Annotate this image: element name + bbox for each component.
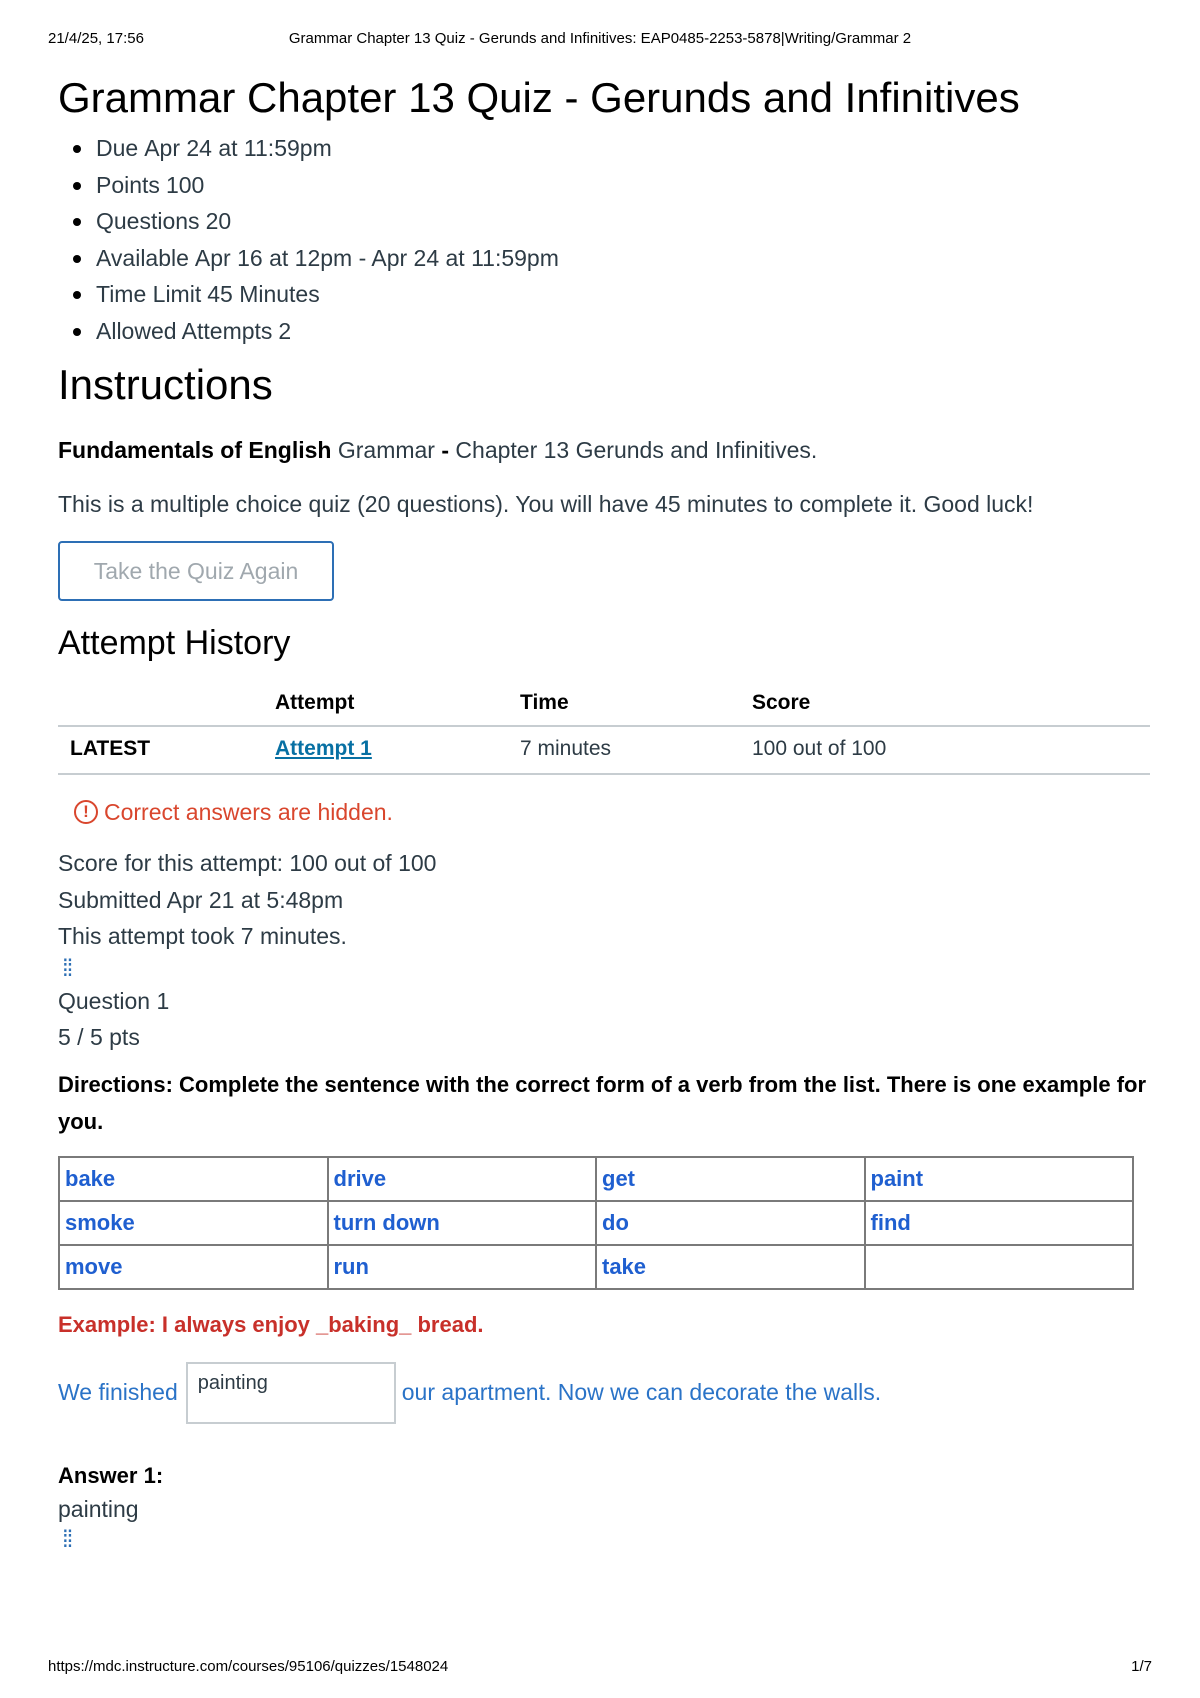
attempt-score: Score for this attempt: 100 out of 100: [58, 850, 437, 876]
exclamation-circle-icon: !: [74, 800, 98, 824]
instructions-heading: Instructions: [58, 361, 273, 408]
detail-value: 45 Minutes: [207, 281, 320, 307]
answer-value: painting: [58, 1495, 139, 1522]
verb-cell: paint: [865, 1157, 1134, 1201]
quiz-details-list: [70, 130, 1148, 349]
detail-allowed-attempts: [70, 313, 1148, 350]
latest-label: LATEST: [58, 726, 263, 774]
table-row: [58, 726, 1150, 774]
time-cell: 7 minutes: [508, 726, 740, 774]
attempt-cell: [263, 726, 508, 774]
col-header-blank: [58, 687, 263, 726]
verb-cell: find: [865, 1201, 1134, 1245]
take-quiz-again-button[interactable]: Take the Quiz Again: [58, 541, 334, 601]
print-footer: [48, 1658, 1152, 1678]
print-page-title: Grammar Chapter 13 Quiz - Gerunds and Infinitives: EAP0485-2253-5878|Writing/Grammar 2: [288, 30, 912, 47]
instructions-description: This is a multiple choice quiz (20 questions). You will have 45 minutes to complete it. Good luck!: [58, 491, 1034, 517]
attempt-history-heading: Attempt History: [58, 624, 291, 662]
detail-points: [70, 167, 1148, 204]
chapter-text: Chapter 13 Gerunds and Infinitives.: [449, 437, 818, 463]
detail-key: Time Limit: [96, 281, 202, 307]
course-name-plain: Grammar: [331, 437, 442, 463]
verb-list-table: [58, 1156, 1134, 1290]
score-cell: 100 out of 100: [740, 726, 1150, 774]
print-page-number: 1/7: [1131, 1658, 1152, 1675]
detail-key: Available: [96, 244, 189, 271]
question-directions: Directions: Complete the sentence with the correct form of a verb from the list. There is one example for you.: [58, 1071, 1147, 1134]
detail-due: [70, 130, 1148, 167]
sentence-before: We finished: [58, 1379, 178, 1405]
table-row: [59, 1201, 1133, 1245]
col-header-time: Time: [508, 687, 740, 726]
table-row: [59, 1157, 1133, 1201]
course-name-bold: Fundamentals of English: [58, 437, 332, 463]
sentence-after: our apartment. Now we can decorate the walls.: [401, 1379, 882, 1405]
detail-questions: [70, 203, 1148, 240]
print-header: [48, 30, 1152, 50]
verb-cell: smoke: [59, 1201, 328, 1245]
col-header-score: Score: [740, 687, 1150, 726]
detail-key: Due: [96, 135, 139, 161]
verb-cell: bake: [59, 1157, 328, 1201]
dash-bold: -: [441, 437, 450, 463]
print-datetime: 21/4/25, 17:56: [48, 30, 144, 47]
verb-cell: drive: [328, 1157, 597, 1201]
verb-cell: move: [59, 1245, 328, 1289]
detail-value: Apr 24 at 11:59pm: [144, 135, 332, 161]
instructions-course-line: [58, 435, 1148, 465]
answer-input[interactable]: painting: [186, 1362, 396, 1424]
detail-value: 20: [205, 208, 232, 234]
verb-cell: take: [596, 1245, 865, 1289]
hidden-notice-text: Correct answers are hidden.: [104, 799, 393, 825]
drag-handle-icon[interactable]: ⁞⁞: [62, 1525, 72, 1553]
attempt-history-table: [58, 687, 1150, 775]
detail-key: Allowed Attempts: [96, 317, 273, 344]
detail-key: Points: [96, 171, 160, 198]
detail-available: [70, 240, 1148, 277]
attempt-meta: [58, 845, 1148, 983]
detail-time-limit: [70, 276, 1148, 313]
example-sentence: Example: I always enjoy _baking_ bread.: [58, 1311, 484, 1337]
detail-value: 100: [165, 171, 205, 198]
question-sentence: [58, 1362, 1148, 1424]
attempt-duration: This attempt took 7 minutes.: [58, 923, 347, 949]
verb-cell: run: [328, 1245, 597, 1289]
question-header: [58, 983, 1148, 1056]
attempt-1-link[interactable]: Attempt 1: [275, 737, 372, 760]
question-number: Question 1: [58, 987, 170, 1014]
attempt-submitted: Submitted Apr 21 at 5:48pm: [58, 886, 344, 913]
detail-value: 2: [278, 317, 292, 344]
question-points: 5 / 5 pts: [58, 1024, 140, 1050]
drag-handle-icon[interactable]: ⁞⁞: [62, 954, 72, 982]
detail-key: Questions: [96, 208, 200, 234]
correct-answers-hidden-notice: [74, 797, 1148, 827]
verb-cell: turn down: [328, 1201, 597, 1245]
col-header-attempt: Attempt: [263, 687, 508, 726]
detail-value: Apr 16 at 12pm - Apr 24 at 11:59pm: [194, 244, 559, 271]
table-row: [59, 1245, 1133, 1289]
answer-label: Answer 1:: [58, 1462, 164, 1488]
verb-cell: [865, 1245, 1134, 1289]
quiz-content: [58, 70, 1148, 1554]
attempt-table-header: [58, 687, 1150, 726]
print-url: https://mdc.instructure.com/courses/95106/quizzes/1548024: [48, 1658, 449, 1675]
verb-cell: do: [596, 1201, 865, 1245]
verb-cell: get: [596, 1157, 865, 1201]
quiz-title: Grammar Chapter 13 Quiz - Gerunds and Infinitives: [58, 74, 1020, 121]
